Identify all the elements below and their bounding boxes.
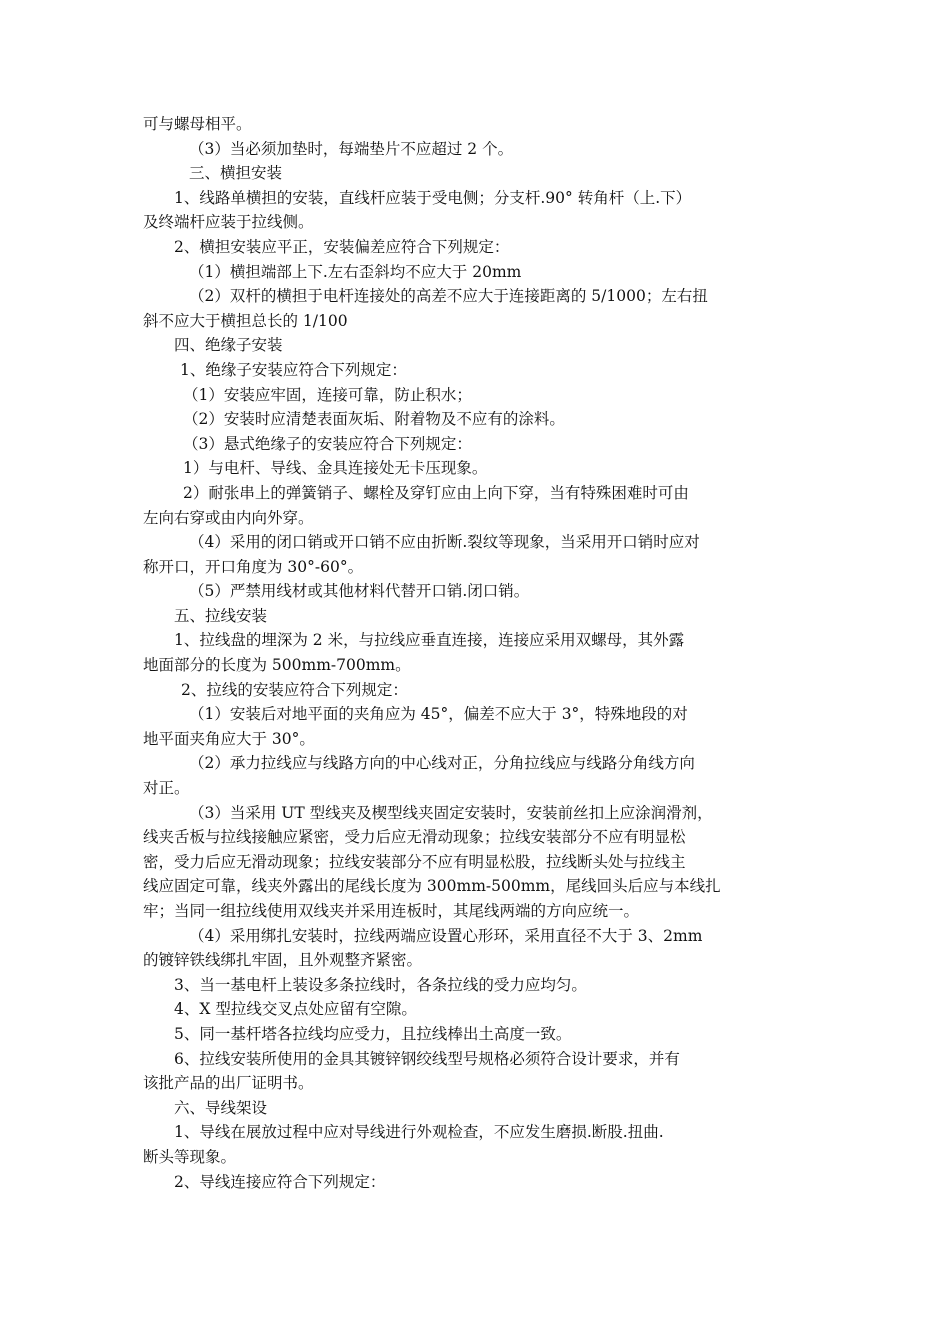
text-line: （1）安装应牢固，连接可靠，防止积水；	[183, 385, 472, 404]
text-line: 1、导线在展放过程中应对导线进行外观检查，不应发生磨损.断股.扭曲.	[174, 1123, 664, 1142]
text-line: （3）悬式绝缘子的安装应符合下列规定：	[183, 434, 472, 453]
text-line: （4）采用的闭口销或开口销不应由折断.裂纹等现象，当采用开口销时应对	[189, 533, 700, 552]
text-line: 可与螺母相平。	[143, 115, 252, 133]
text-line: 2、导线连接应符合下列规定：	[174, 1172, 386, 1191]
text-line: 称开口，开口角度为 30°-60°。	[143, 557, 364, 576]
section-heading: 四、绝缘子安装	[174, 336, 283, 355]
text-line: 1、绝缘子安装应符合下列规定：	[180, 360, 407, 379]
text-line: 2、拉线的安装应符合下列规定：	[181, 680, 408, 699]
text-line: （4）采用绑扎安装时，拉线两端应设置心形环，采用直径不大于 3、2mm	[189, 926, 703, 945]
text-line: （1）横担端部上下.左右歪斜均不应大于 20mm	[189, 262, 522, 281]
text-line: 左向右穿或由内向外穿。	[143, 508, 314, 527]
text-line: 密，受力后应无滑动现象；拉线安装部分不应有明显松股，拉线断头处与拉线主	[143, 852, 686, 871]
text-line: （3）当采用 UT 型线夹及楔型线夹固定安装时，安装前丝扣上应涂润滑剂，	[189, 803, 713, 822]
text-line: 地面部分的长度为 500mm-700mm。	[143, 656, 411, 675]
text-line: 线夹舌板与拉线接触应紧密，受力后应无滑动现象；拉线安装部分不应有明显松	[143, 828, 686, 847]
text-line: 线应固定可靠，线夹外露出的尾线长度为 300mm-500mm，尾线回头后应与本线扎	[143, 877, 721, 896]
text-line: 断头等现象。	[143, 1147, 237, 1166]
text-line: 及终端杆应装于拉线侧。	[143, 213, 314, 232]
text-line: 3、当一基电杆上装设多条拉线时，各条拉线的受力应均匀。	[174, 975, 587, 994]
text-line: （2）承力拉线应与线路方向的中心线对正，分角拉线应与线路分角线方向	[189, 754, 695, 773]
text-line: 4、X 型拉线交叉点处应留有空隙。	[174, 1000, 417, 1019]
text-line: 2、横担安装应平正，安装偏差应符合下列规定：	[174, 237, 510, 256]
text-line: （5）严禁用线材或其他材料代替开口销.闭口销。	[189, 582, 530, 601]
text-line: 牢；当同一组拉线使用双线夹并采用连板时，其尾线两端的方向应统一。	[143, 902, 640, 920]
text-line: 1）与电杆、导线、金具连接处无卡压现象。	[183, 459, 488, 478]
text-line: 对正。	[143, 779, 190, 798]
text-line: 的镀锌铁线绑扎牢固，且外观整齐紧密。	[143, 951, 423, 970]
text-line: （2）安装时应清楚表面灰垢、附着物及不应有的涂料。	[183, 410, 565, 429]
section-heading: 六、导线架设	[174, 1098, 268, 1117]
text-line: 5、同一基杆塔各拉线均应受力，且拉线棒出土高度一致。	[174, 1024, 572, 1043]
text-line: 地平面夹角应大于 30°。	[143, 729, 315, 748]
section-heading: 五、拉线安装	[174, 606, 268, 625]
text-line: 2）耐张串上的弹簧销子、螺栓及穿钉应由上向下穿，当有特殊困难时可由	[183, 483, 689, 502]
text-line: （1）安装后对地平面的夹角应为 45°，偏差不应大于 3°，特殊地段的对	[189, 705, 688, 724]
text-line: （2）双杆的横担于电杆连接处的高差不应大于连接距离的 5/1000；左右扭	[189, 287, 708, 306]
text-line: 1、线路单横担的安装，直线杆应装于受电侧；分支杆.90° 转角杆（上.下）	[174, 188, 692, 207]
text-line: 斜不应大于横担总长的 1/100	[143, 311, 348, 330]
text-line: 该批产品的出厂证明书。	[143, 1074, 314, 1093]
text-line: （3）当必须加垫时，每端垫片不应超过 2 个。	[189, 139, 514, 158]
text-line: 1、拉线盘的埋深为 2 米，与拉线应垂直连接，连接应采用双螺母，其外露	[174, 631, 685, 650]
section-heading: 三、横担安装	[189, 164, 283, 183]
document-page	[143, 112, 809, 1194]
text-line: 6、拉线安装所使用的金具其镀锌钢绞线型号规格必须符合设计要求，并有	[174, 1049, 680, 1068]
